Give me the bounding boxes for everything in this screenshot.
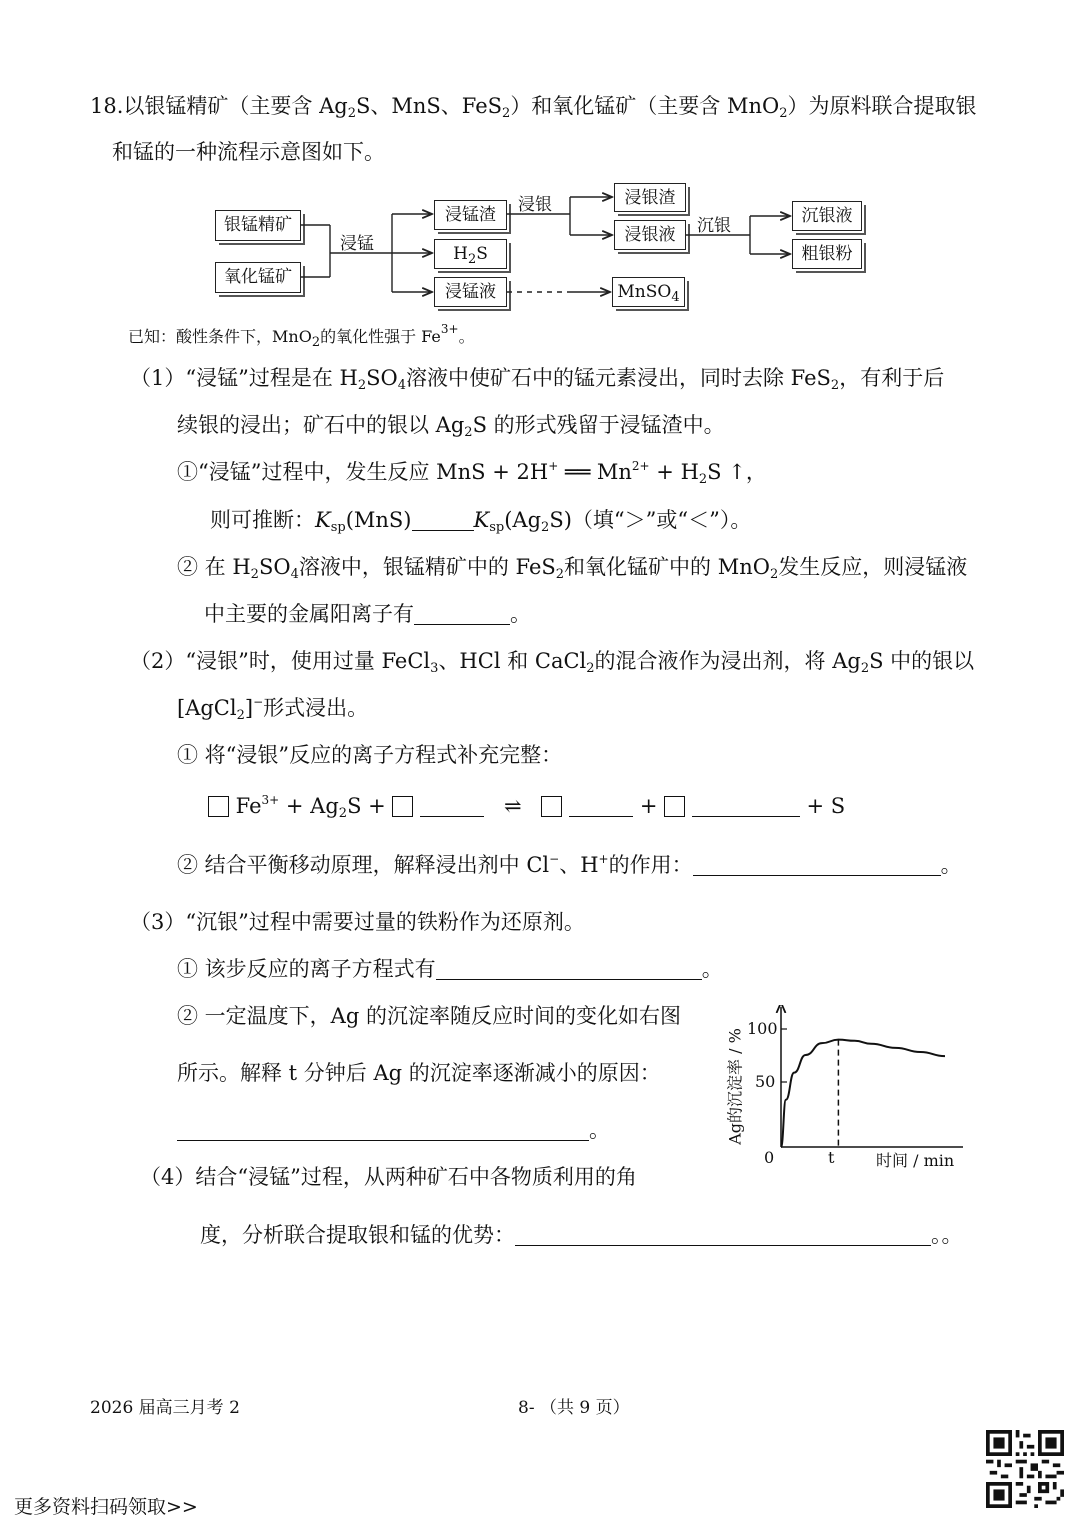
chart-xlabel: 时间 / min [876, 1151, 955, 1170]
footer-more-resources[interactable]: 更多资料扫码领取>> [14, 1496, 198, 1518]
chart-ylabel: Ag的沉淀率 / % [725, 1028, 745, 1145]
species-blank-1[interactable] [420, 794, 484, 817]
answer-blank-cations[interactable] [414, 602, 510, 625]
part1-q1-line2: 则可推断：$K_{sp}(MnS)$ $K_{sp}(Ag_2S)$（填“＞”或“＜”）。 [210, 508, 752, 535]
part1-intro-line1: （1）“浸锰”过程是在 $H_2SO_4$溶液中使矿石中的锰元素浸出，同时去除 FeS$_2$，有利于后 [130, 366, 945, 393]
answer-blank-advantage[interactable] [515, 1223, 931, 1246]
box-crude-ag-powder: 粗银粉 [792, 239, 862, 269]
coef-box-3[interactable] [541, 796, 562, 817]
part2-q2: ② 结合平衡移动原理，解释浸出剂中 Cl−、H+的作用： 。 [177, 852, 962, 877]
part2-equation: $Fe^{3+} + Ag_2S$ + ⇌ + + S [208, 792, 845, 820]
chart-xtick-label-0: 0 [764, 1148, 775, 1167]
part2-q1: ① 将“浸银”反应的离子方程式补充完整： [177, 743, 563, 767]
label-leach-silver: 浸银 [518, 195, 552, 215]
part3-q1: ① 该步反应的离子方程式有 。 [177, 957, 723, 981]
box-h2s: $H_2S$ [434, 239, 507, 269]
label-leach-manganese: 浸锰 [340, 234, 374, 254]
flowchart-connectors [0, 0, 1080, 330]
qr-code-icon[interactable] [986, 1430, 1064, 1508]
answer-blank-ksp[interactable] [412, 508, 474, 531]
answer-blank-equation[interactable] [436, 957, 702, 980]
coef-box-4[interactable] [664, 796, 685, 817]
coef-box-1[interactable] [208, 796, 229, 817]
box-leach-ag-residue: 浸银渣 [614, 183, 686, 212]
box-leach-ag-liquid: 浸银液 [614, 220, 686, 250]
answer-blank-role[interactable] [693, 853, 941, 876]
part1-q2-line2: 中主要的金属阳离子有 。 [204, 602, 531, 626]
box-precip-ag-liquid: 沉银液 [792, 201, 862, 231]
species-blank-2[interactable] [569, 794, 633, 817]
box-leach-mn-liquid: 浸锰液 [434, 277, 507, 307]
box-silver-manganese-ore: 银锰精矿 [215, 210, 301, 241]
footer-exam-name: 2026 届高三月考 2 [90, 1398, 240, 1418]
part1-q1-line1: ①“浸锰”过程中，发生反应 MnS + 2H+ ══ $Mn^{2+} + H_2S$ ↑， [177, 459, 767, 487]
chart-ytick-label-100: 100 [747, 1019, 778, 1038]
question-intro-line2: 和锰的一种流程示意图如下。 [112, 140, 385, 164]
part4-line1: （4）结合“浸锰”过程，从两种矿石中各物质利用的角 [140, 1165, 637, 1189]
part1-intro-line2: 续银的浸出；矿石中的银以 $Ag_2S$ 的形式残留于浸锰渣中。 [177, 413, 725, 440]
precipitation-rate-chart [715, 1005, 975, 1170]
process-flowchart [0, 0, 1080, 330]
part2-intro-line2: [AgCl$_2$]−形式浸出。 [177, 695, 369, 723]
part1-q2-line1: ② 在 $H_2SO_4$溶液中，银锰精矿中的 FeS$_2$和氧化锰矿中的 MnO$_2$发生反应，则浸锰液 [177, 555, 968, 582]
chart-ytick-label-50: 50 [755, 1072, 776, 1091]
coef-box-2[interactable] [392, 796, 413, 817]
part2-intro-line1: （2）“浸银”时，使用过量 FeCl$_3$、HCl 和 CaCl$_2$的混合液作为浸出剂，将 $Ag_2S$ 中的银以 [130, 649, 975, 676]
known-condition: 已知：酸性条件下，MnO$_2$的氧化性强于 $Fe^{3+}$。 [128, 322, 475, 350]
part3-q2-line2: 所示。解释 t 分钟后 Ag 的沉淀率逐渐减小的原因： [177, 1061, 661, 1085]
box-leach-mn-residue: 浸锰渣 [434, 200, 507, 230]
label-precipitate-silver: 沉银 [697, 216, 731, 236]
chart-series-line [781, 1040, 945, 1147]
species-blank-3[interactable] [692, 794, 800, 817]
box-mnso4: MnSO$_4$ [612, 277, 685, 307]
answer-blank-reason[interactable] [177, 1118, 589, 1141]
question-intro-line1: 18.以银锰精矿（主要含 $Ag_2S$、MnS、FeS$_2$）和氧化锰矿（主要含 MnO$_2$）为原料联合提取银 [90, 94, 977, 121]
part4-line2: 度，分析联合提取银和锰的优势： 。。 [200, 1223, 963, 1247]
part3-intro: （3）“沉银”过程中需要过量的铁粉作为还原剂。 [130, 910, 585, 934]
equilibrium-arrow-icon: ⇌ [503, 794, 522, 818]
box-manganese-oxide-ore: 氧化锰矿 [215, 262, 301, 293]
chart-xtick-label-t: t [828, 1148, 835, 1167]
footer-page-number: 8- （共 9 页） [518, 1398, 630, 1418]
part3-q2-line1: ② 一定温度下，Ag 的沉淀率随反应时间的变化如右图 [177, 1004, 681, 1028]
part3-q2-line3: 。 [177, 1116, 610, 1144]
